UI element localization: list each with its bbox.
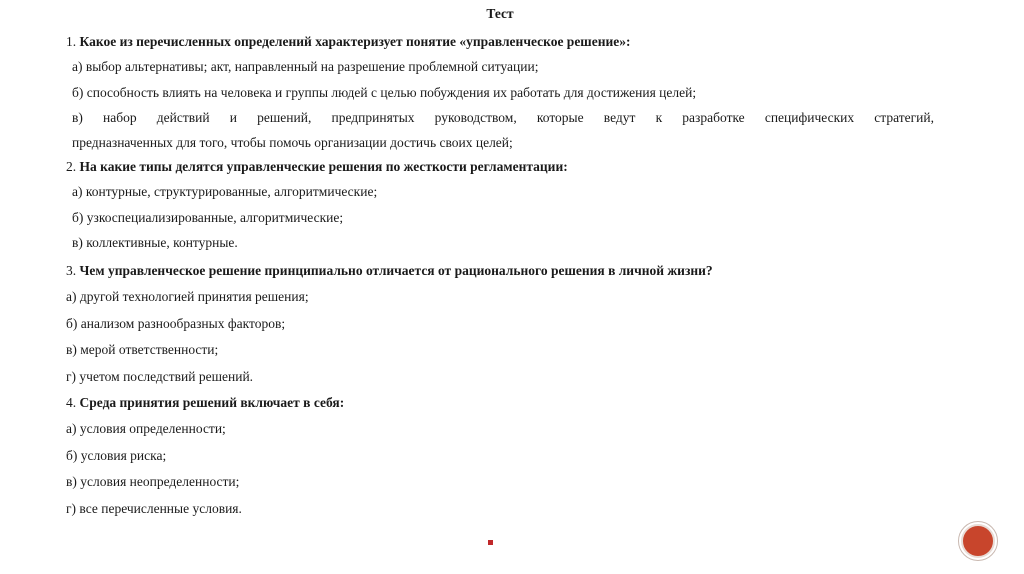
- question-text: На какие типы делятся управленческие решения по жесткости регламентации:: [79, 159, 568, 174]
- question-text: Какое из перечисленных определений характеризует понятие «управленческое решение»:: [79, 34, 631, 49]
- question-number: 3.: [66, 263, 77, 278]
- question-3-heading: [66, 263, 713, 279]
- question-2-heading: [66, 159, 568, 175]
- question-1-option-a: а) выбор альтернативы; акт, направленный на разрешение проблемной ситуации;: [72, 59, 539, 74]
- decorative-dot: [488, 540, 493, 545]
- question-2-option-b: б) узкоспециализированные, алгоритмические;: [72, 210, 344, 225]
- question-3-option-d: г) учетом последствий решений.: [66, 369, 254, 384]
- circle-button-ring: [961, 524, 995, 558]
- question-3-option-a: а) другой технологией принятия решения;: [66, 289, 309, 304]
- question-number: 4.: [66, 395, 77, 410]
- question-1-heading: [66, 34, 631, 50]
- question-3-option-b: б) анализом разнообразных факторов;: [66, 316, 286, 331]
- question-4-option-c: в) условия неопределенности;: [66, 474, 240, 489]
- question-number: 1.: [66, 34, 77, 49]
- question-text: Чем управленческое решение принципиально отличается от рационального решения в личной жизни?: [79, 263, 713, 278]
- question-4-option-d: г) все перечисленные условия.: [66, 501, 242, 516]
- question-2-option-c: в) коллективные, контурные.: [72, 235, 238, 250]
- question-number: 2.: [66, 159, 77, 174]
- question-1-option-b: б) способность влиять на человека и группы людей с целью побуждения их работать для достижения целей;: [72, 85, 697, 100]
- page-title: Тест: [486, 6, 514, 21]
- question-2-option-a: а) контурные, структурированные, алгоритмические;: [72, 184, 378, 199]
- circle-button-icon[interactable]: [958, 521, 998, 561]
- question-1-option-c: [72, 110, 934, 126]
- question-4-option-a: а) условия определенности;: [66, 421, 226, 436]
- question-1-option-c-text: в) набор действий и решений, предпринятых руководством, которые ведут к разработке специфических стратегий,: [72, 110, 934, 125]
- question-1-option-c-continued: предназначенных для того, чтобы помочь организации достичь своих целей;: [72, 135, 513, 150]
- question-4-option-b: б) условия риска;: [66, 448, 167, 463]
- question-4-heading: [66, 395, 344, 411]
- question-text: Среда принятия решений включает в себя:: [79, 395, 345, 410]
- question-3-option-c: в) мерой ответственности;: [66, 342, 219, 357]
